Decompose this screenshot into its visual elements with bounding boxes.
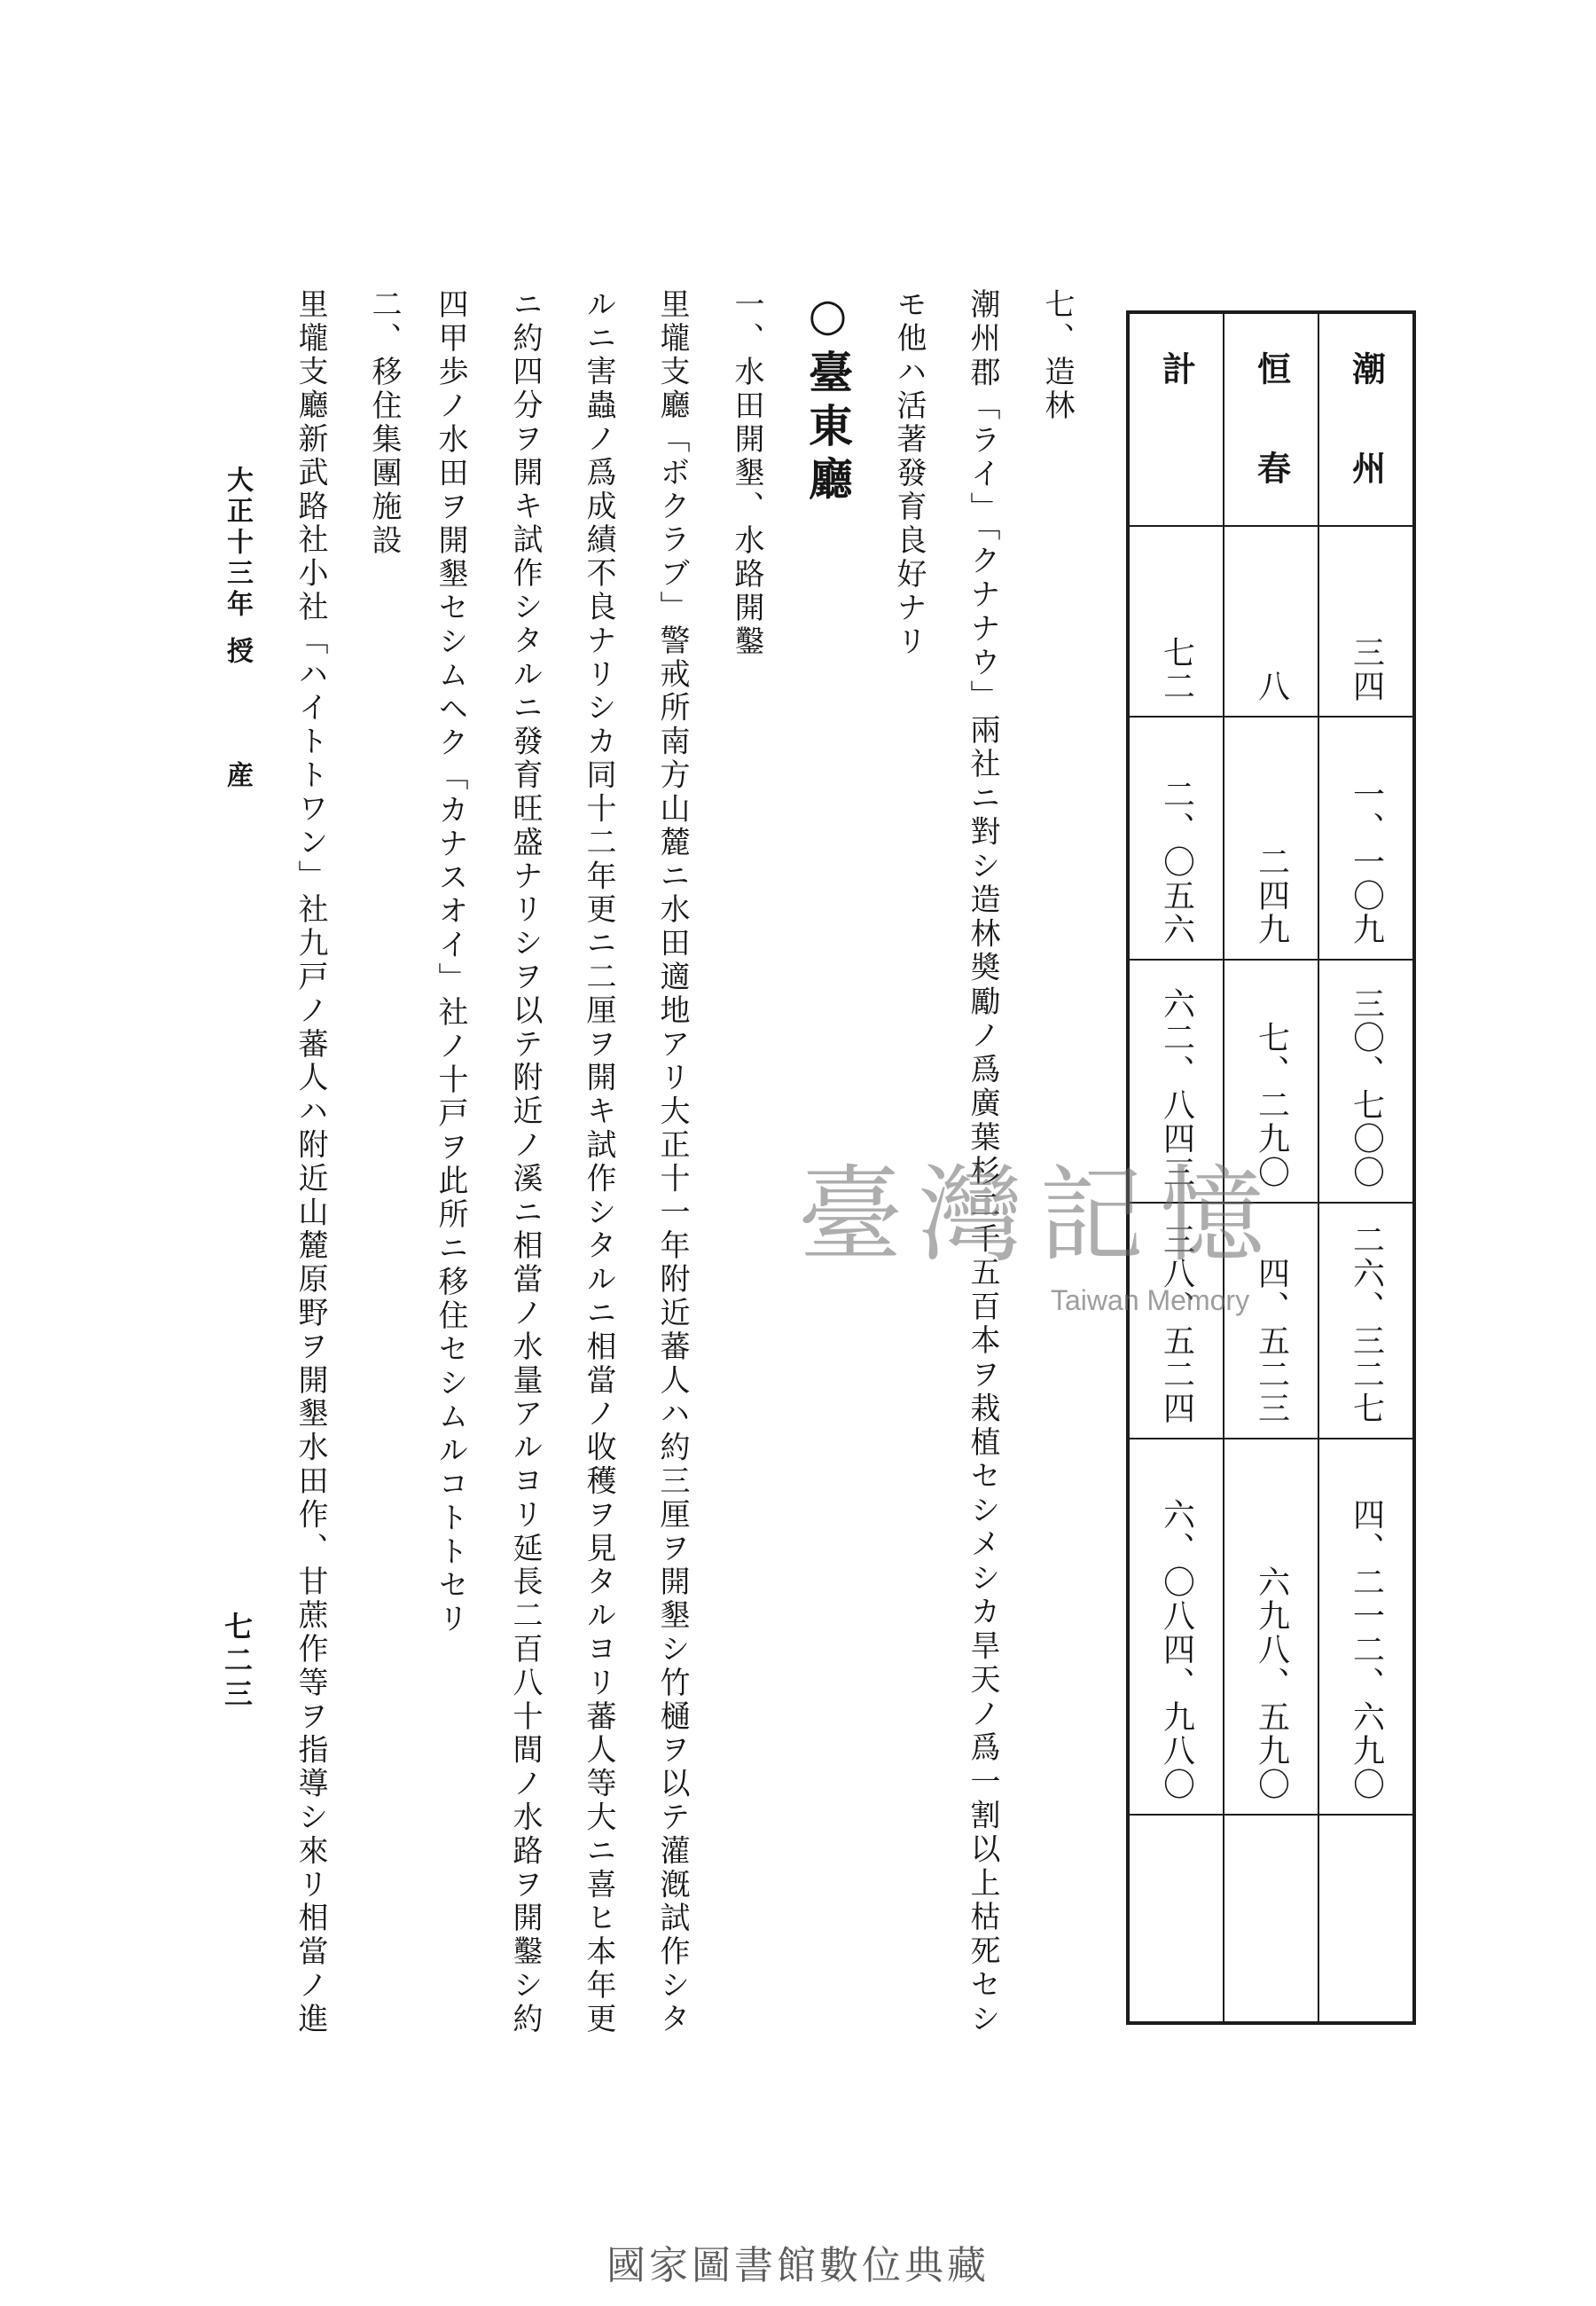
table-row-total [1130, 314, 1223, 2021]
district-name: 恒春 [1251, 351, 1292, 484]
table-value: 七二 [1158, 636, 1195, 703]
office-heading: ○臺東廳 [802, 288, 854, 509]
table-value: 四、五二三 [1253, 1257, 1290, 1425]
settlement-text-line: 里壠支廳新武路社小社「ハイトトワン」社九戸ノ蕃人ハ附近山麓原野ヲ開墾水田作、甘蔗作等ヲ指導シ來リ相當ノ進 [293, 288, 328, 2033]
table-cell [1130, 718, 1223, 961]
table-cell [1224, 1204, 1318, 1439]
table-cell-empty [1224, 1816, 1318, 2021]
table-row-chaozhou [1318, 314, 1412, 2021]
table-cell [1224, 527, 1318, 718]
watermark-title: 臺灣記憶 [798, 1154, 1281, 1276]
page-number: 七二三 [220, 1612, 254, 1713]
table-value: 四、二一二、六九〇 [1348, 1498, 1385, 1801]
table-value: 七、二九〇 [1253, 1021, 1290, 1189]
table-value: 二六、三二七 [1348, 1223, 1385, 1425]
table-value: 三〇、七〇〇 [1348, 987, 1385, 1189]
table-value: 六二、八四三 [1158, 987, 1195, 1189]
table-cell [1130, 1204, 1223, 1439]
table-value: 八 [1253, 670, 1290, 703]
table-value: 二、〇五六 [1158, 778, 1195, 946]
table-cell [1319, 1439, 1412, 1816]
table-row-hengchun [1223, 314, 1318, 2021]
table-cell [1130, 527, 1223, 718]
settlement-heading: 二、移住集團施設 [366, 288, 402, 558]
table-cell [1319, 1204, 1412, 1439]
table-value: 三八、五二四 [1158, 1223, 1195, 1425]
table-cell [1130, 1439, 1223, 1816]
table-cell [1319, 527, 1412, 718]
table-value: 六九八、五九〇 [1253, 1565, 1290, 1801]
running-head-title: 授産 [222, 637, 253, 885]
table-cell [1224, 1439, 1318, 1816]
running-head-year: 大正十三年 [222, 466, 253, 621]
district-name: 潮州 [1346, 351, 1387, 484]
table-cell [1319, 961, 1412, 1204]
table-header-cell [1130, 314, 1223, 527]
forestry-heading: 七、造林 [1039, 288, 1075, 423]
table-cell-empty [1319, 1816, 1412, 2021]
table-value: 一、一〇九 [1348, 778, 1385, 946]
table-value: 六、〇八四、九八〇 [1158, 1498, 1195, 1801]
paddy-text-line: ルニ害蟲ノ爲成績不良ナリシカ同十二年更ニ二厘ヲ開キ試作シタルニ相當ノ收穫ヲ見タルヨリ蕃人等大ニ喜ヒ本年更 [581, 288, 616, 2034]
paddy-text-line: 里壠支廳「ボクラブ」警戒所南方山麓ニ水田適地アリ大正十一年附近蕃人ハ約三厘ヲ開墾シ竹樋ヲ以テ灌漑試作シタ [654, 288, 690, 2033]
forestry-text-line: 潮州郡「ライ」「クナナウ」兩社ニ對シ造林奬勵ノ爲廣葉杉二千五百本ヲ栽植セシメシカ旱天ノ爲一割以上枯死セシ [965, 288, 1000, 2033]
paddy-text-line: ニ約四分ヲ開キ試作シタルニ發育旺盛ナリシヲ以テ附近ノ溪ニ相當ノ水量アルヨリ延長二百八十間ノ水路ヲ開鑿シ約 [507, 288, 543, 2033]
table-cell-empty [1130, 1816, 1223, 2021]
table-value: 三四 [1348, 636, 1385, 703]
table-cell [1224, 961, 1318, 1204]
total-label: 計 [1156, 351, 1197, 385]
watermark-subtitle: Taiwan Memory [1051, 1284, 1250, 1316]
archive-credit: 國家圖書館數位典藏 [606, 2243, 990, 2288]
paddy-text-line: 四甲歩ノ水田ヲ開墾セシムヘク「カナスオイ」社ノ十戸ヲ此所ニ移住セシムルコトトセリ [433, 288, 468, 1636]
table-cell [1130, 961, 1223, 1204]
forestry-text-line: モ他ハ活著發育良好ナリ [891, 288, 927, 659]
table-value: 二四九 [1253, 845, 1290, 946]
table-cell [1224, 718, 1318, 961]
table-header-cell [1319, 314, 1412, 527]
table-cell [1319, 718, 1412, 961]
paddy-heading: 一、水田開墾、水路開鑿 [729, 288, 764, 659]
table-header-cell [1224, 314, 1318, 527]
production-table [1126, 310, 1416, 2025]
